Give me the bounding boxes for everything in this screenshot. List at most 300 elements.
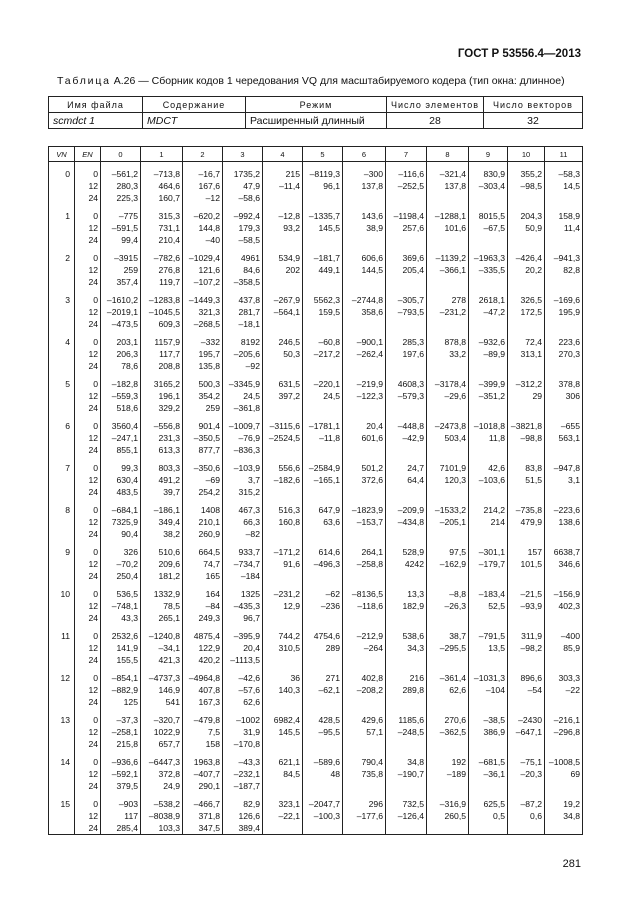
table-cell [545, 822, 583, 835]
table-cell [343, 822, 386, 835]
table-cell [386, 318, 427, 330]
vector-number-empty [49, 654, 75, 666]
table-cell: 315,2 [223, 486, 263, 498]
table-cell [545, 738, 583, 750]
table-cell [343, 696, 386, 708]
table-cell: –118,6 [343, 600, 386, 612]
table-cell: –219,9 [343, 372, 386, 390]
table-cell: 160,7 [141, 192, 183, 204]
element-number: 12 [75, 432, 101, 444]
table-row [49, 234, 583, 246]
table-cell: 534,9 [263, 246, 303, 264]
table-cell: –681,5 [469, 750, 508, 768]
table-row [49, 570, 583, 582]
table-cell: –122,3 [343, 390, 386, 402]
col-header: 4 [263, 147, 303, 162]
table-row [49, 666, 583, 684]
table-cell: 503,4 [427, 432, 469, 444]
table-cell: 491,2 [141, 474, 183, 486]
table-cell: –782,6 [141, 246, 183, 264]
table-cell: –748,1 [101, 600, 141, 612]
table-cell [545, 360, 583, 372]
table-cell: 379,5 [101, 780, 141, 792]
table-cell: 20,4 [223, 642, 263, 654]
table-cell: 437,8 [223, 288, 263, 306]
table-cell: 69 [545, 768, 583, 780]
table-cell: –169,6 [545, 288, 583, 306]
table-cell: –75,1 [508, 750, 545, 768]
table-cell [427, 276, 469, 288]
table-cell: –1449,3 [183, 288, 223, 306]
table-cell: 38,2 [141, 528, 183, 540]
table-cell: –734,7 [223, 558, 263, 570]
table-cell [303, 402, 343, 414]
table-cell: 510,6 [141, 540, 183, 558]
table-cell: 6982,4 [263, 708, 303, 726]
table-cell: –647,1 [508, 726, 545, 738]
table-cell: 38,9 [343, 222, 386, 234]
table-cell: 165 [183, 570, 223, 582]
table-cell [303, 780, 343, 792]
table-cell: –189 [427, 768, 469, 780]
table-cell [386, 486, 427, 498]
table-row [49, 180, 583, 192]
table-cell: –1610,2 [101, 288, 141, 306]
table-cell [263, 612, 303, 624]
table-cell: 803,3 [141, 456, 183, 474]
table-cell [263, 318, 303, 330]
table-cell: –60,8 [303, 330, 343, 348]
table-cell: –1240,8 [141, 624, 183, 642]
table-cell: –262,4 [343, 348, 386, 360]
page-number: 281 [562, 858, 581, 870]
table-cell: 6638,7 [545, 540, 583, 558]
table-cell [303, 318, 343, 330]
table-cell [545, 696, 583, 708]
table-cell: –126,4 [386, 810, 427, 822]
table-cell: 1185,6 [386, 708, 427, 726]
element-number: 24 [75, 360, 101, 372]
table-cell: –713,8 [141, 162, 183, 181]
table-cell: 310,5 [263, 642, 303, 654]
table-cell: 878,8 [427, 330, 469, 348]
vector-number-empty [49, 738, 75, 750]
table-row [49, 822, 583, 835]
table-cell: –1018,8 [469, 414, 508, 432]
table-cell: 1325 [223, 582, 263, 600]
table-cell: 8192 [223, 330, 263, 348]
table-cell: –1335,7 [303, 204, 343, 222]
table-cell: –11,4 [263, 180, 303, 192]
table-cell: 744,2 [263, 624, 303, 642]
table-cell [508, 234, 545, 246]
info-header-mode: Режим [246, 97, 387, 113]
vector-number-empty [49, 528, 75, 540]
table-cell [303, 192, 343, 204]
vector-number-empty [49, 474, 75, 486]
table-cell: –407,7 [183, 768, 223, 780]
table-cell: –1533,2 [427, 498, 469, 516]
table-cell [469, 570, 508, 582]
table-cell [343, 444, 386, 456]
vector-number: 14 [49, 750, 75, 768]
table-cell: 210,1 [183, 516, 223, 528]
table-cell: –321,4 [427, 162, 469, 181]
table-cell [545, 444, 583, 456]
element-number: 24 [75, 318, 101, 330]
table-cell: 250,4 [101, 570, 141, 582]
col-header: 11 [545, 147, 583, 162]
table-cell: –264 [343, 642, 386, 654]
table-cell: 78,5 [141, 600, 183, 612]
element-number: 12 [75, 684, 101, 696]
table-cell: 449,1 [303, 264, 343, 276]
table-cell: 0,6 [508, 810, 545, 822]
table-cell [508, 318, 545, 330]
table-cell [386, 360, 427, 372]
table-cell [427, 738, 469, 750]
table-cell: 1022,9 [141, 726, 183, 738]
table-cell: –684,1 [101, 498, 141, 516]
table-cell: 120,3 [427, 474, 469, 486]
table-cell: 167,3 [183, 696, 223, 708]
element-number: 24 [75, 654, 101, 666]
table-cell [303, 486, 343, 498]
table-cell: 315,3 [141, 204, 183, 222]
vector-number-empty [49, 516, 75, 528]
table-cell: 155,5 [101, 654, 141, 666]
table-cell: 196,1 [141, 390, 183, 402]
table-cell: 877,7 [183, 444, 223, 456]
table-row [49, 708, 583, 726]
table-cell: –223,6 [545, 498, 583, 516]
table-cell: –434,8 [386, 516, 427, 528]
vector-number-empty [49, 822, 75, 835]
table-cell: 281,7 [223, 306, 263, 318]
table-cell: 144,8 [183, 222, 223, 234]
table-cell: 119,7 [141, 276, 183, 288]
table-row [49, 696, 583, 708]
element-number: 0 [75, 582, 101, 600]
table-cell: –2473,8 [427, 414, 469, 432]
table-cell: –209,9 [386, 498, 427, 516]
table-cell [469, 654, 508, 666]
table-cell: –258,8 [343, 558, 386, 570]
table-cell: 4754,6 [303, 624, 343, 642]
table-cell: 84,5 [263, 768, 303, 780]
table-cell: –258,1 [101, 726, 141, 738]
table-cell [545, 528, 583, 540]
table-cell: –435,3 [223, 600, 263, 612]
table-cell: 42,6 [469, 456, 508, 474]
table-cell: 541 [141, 696, 183, 708]
table-cell: –87,2 [508, 792, 545, 810]
table-cell: 182,9 [386, 600, 427, 612]
element-number: 24 [75, 528, 101, 540]
table-cell [386, 234, 427, 246]
table-cell: 378,8 [545, 372, 583, 390]
table-cell: –358,5 [223, 276, 263, 288]
table-row [49, 498, 583, 516]
vector-number-empty [49, 486, 75, 498]
table-cell: –182,8 [101, 372, 141, 390]
table-cell [427, 318, 469, 330]
table-cell: –98,5 [508, 180, 545, 192]
table-row [49, 750, 583, 768]
table-cell: 896,6 [508, 666, 545, 684]
table-row [49, 444, 583, 456]
table-cell: –184 [223, 570, 263, 582]
table-cell: –205,6 [223, 348, 263, 360]
table-cell: 285,3 [386, 330, 427, 348]
vector-number: 10 [49, 582, 75, 600]
table-cell: 179,3 [223, 222, 263, 234]
table-row [49, 360, 583, 372]
vector-number: 6 [49, 414, 75, 432]
table-row [49, 162, 583, 181]
table-cell: 4608,3 [386, 372, 427, 390]
table-cell: 1963,8 [183, 750, 223, 768]
table-cell [263, 360, 303, 372]
table-cell: 407,8 [183, 684, 223, 696]
table-cell: –301,1 [469, 540, 508, 558]
table-cell [263, 696, 303, 708]
table-row [49, 540, 583, 558]
table-cell: 1157,9 [141, 330, 183, 348]
table-cell: –170,8 [223, 738, 263, 750]
table-cell: 5562,3 [303, 288, 343, 306]
table-cell: –220,1 [303, 372, 343, 390]
vector-number-empty [49, 402, 75, 414]
table-cell: –556,8 [141, 414, 183, 432]
table-cell: 270,6 [427, 708, 469, 726]
table-cell: –300 [343, 162, 386, 181]
table-cell: –76,9 [223, 432, 263, 444]
table-cell [303, 360, 343, 372]
table-cell: –775 [101, 204, 141, 222]
table-cell: –295,5 [427, 642, 469, 654]
table-row [49, 306, 583, 318]
element-number: 0 [75, 708, 101, 726]
table-cell [263, 822, 303, 835]
table-cell: –351,2 [469, 390, 508, 402]
col-header: 6 [343, 147, 386, 162]
vector-number-empty [49, 558, 75, 570]
table-cell: –793,5 [386, 306, 427, 318]
element-number: 24 [75, 780, 101, 792]
col-header: 8 [427, 147, 469, 162]
vector-number-empty [49, 348, 75, 360]
vector-number-empty [49, 264, 75, 276]
table-cell: –8,8 [427, 582, 469, 600]
col-header: 7 [386, 147, 427, 162]
table-cell: –305,7 [386, 288, 427, 306]
table-cell: 33,2 [427, 348, 469, 360]
table-cell: –20,3 [508, 768, 545, 780]
table-cell: 4242 [386, 558, 427, 570]
table-cell [386, 738, 427, 750]
table-cell: –936,6 [101, 750, 141, 768]
table-cell: –248,5 [386, 726, 427, 738]
table-cell: 901,4 [183, 414, 223, 432]
table-cell: –312,2 [508, 372, 545, 390]
table-cell: –2047,7 [303, 792, 343, 810]
table-cell: –8038,9 [141, 810, 183, 822]
table-cell: –1002 [223, 708, 263, 726]
table-cell: 257,6 [386, 222, 427, 234]
table-cell: 31,9 [223, 726, 263, 738]
vector-number-empty [49, 810, 75, 822]
table-cell: 24,7 [386, 456, 427, 474]
table-cell [545, 234, 583, 246]
table-row [49, 780, 583, 792]
table-cell: –362,5 [427, 726, 469, 738]
element-number: 24 [75, 570, 101, 582]
table-cell: 101,5 [508, 558, 545, 570]
info-header-elements: Число элементов [387, 97, 484, 113]
vector-number: 12 [49, 666, 75, 684]
table-cell: 1408 [183, 498, 223, 516]
table-cell: 625,5 [469, 792, 508, 810]
table-cell: 271 [303, 666, 343, 684]
table-cell: 20,4 [343, 414, 386, 432]
table-cell: –43,3 [223, 750, 263, 768]
table-cell: –93,9 [508, 600, 545, 612]
table-cell: 606,6 [343, 246, 386, 264]
table-cell [263, 780, 303, 792]
table-row [49, 222, 583, 234]
element-number: 12 [75, 264, 101, 276]
table-cell [469, 360, 508, 372]
table-row [49, 456, 583, 474]
table-cell: 13,3 [386, 582, 427, 600]
table-cell: –4737,3 [141, 666, 183, 684]
table-cell: 117,7 [141, 348, 183, 360]
table-cell: 2532,6 [101, 624, 141, 642]
element-number: 12 [75, 558, 101, 570]
table-cell: 206,3 [101, 348, 141, 360]
table-cell: 85,9 [545, 642, 583, 654]
element-number: 12 [75, 726, 101, 738]
table-cell: –496,3 [303, 558, 343, 570]
table-cell: –247,1 [101, 432, 141, 444]
table-cell [343, 318, 386, 330]
table-cell: –58,6 [223, 192, 263, 204]
table-cell: –58,3 [545, 162, 583, 181]
table-cell: 347,5 [183, 822, 223, 835]
table-cell: 311,9 [508, 624, 545, 642]
table-row [49, 474, 583, 486]
table-cell: –2524,5 [263, 432, 303, 444]
table-cell: 34,8 [545, 810, 583, 822]
table-cell [545, 654, 583, 666]
table-cell: –67,5 [469, 222, 508, 234]
table-cell: 630,4 [101, 474, 141, 486]
info-mode: Расширенный длинный [246, 113, 387, 129]
table-cell: –3178,4 [427, 372, 469, 390]
table-cell: 657,7 [141, 738, 183, 750]
table-cell: 82,9 [223, 792, 263, 810]
table-cell: –395,9 [223, 624, 263, 642]
table-cell: 11,8 [469, 432, 508, 444]
table-cell [343, 360, 386, 372]
table-cell: 96,7 [223, 612, 263, 624]
table-cell: –735,8 [508, 498, 545, 516]
table-cell [263, 234, 303, 246]
table-cell: –1823,9 [343, 498, 386, 516]
table-cell: –103,6 [469, 474, 508, 486]
table-row [49, 600, 583, 612]
table-cell: –98,2 [508, 642, 545, 654]
vector-number-empty [49, 222, 75, 234]
table-cell: –70,2 [101, 558, 141, 570]
table-cell: –559,3 [101, 390, 141, 402]
table-row [49, 348, 583, 360]
table-cell [263, 528, 303, 540]
table-cell: 39,7 [141, 486, 183, 498]
element-number: 12 [75, 642, 101, 654]
standard-number: ГОСТ Р 53556.4—2013 [457, 48, 581, 60]
table-cell: –29,6 [427, 390, 469, 402]
table-cell: 78,6 [101, 360, 141, 372]
table-cell: –561,2 [101, 162, 141, 181]
table-cell [386, 570, 427, 582]
element-number: 0 [75, 624, 101, 642]
vector-number: 5 [49, 372, 75, 390]
vector-number-empty [49, 234, 75, 246]
table-cell: 631,5 [263, 372, 303, 390]
table-cell: –98,8 [508, 432, 545, 444]
element-number: 12 [75, 474, 101, 486]
table-cell: –82 [223, 528, 263, 540]
table-cell: 140,3 [263, 684, 303, 696]
table-cell: –1009,7 [223, 414, 263, 432]
table-cell [508, 486, 545, 498]
table-cell: 467,3 [223, 498, 263, 516]
table-cell: 225,3 [101, 192, 141, 204]
table-cell: 260,5 [427, 810, 469, 822]
table-cell: –941,3 [545, 246, 583, 264]
vector-number: 11 [49, 624, 75, 642]
table-cell [386, 696, 427, 708]
table-cell: –216,1 [545, 708, 583, 726]
table-cell: 501,2 [343, 456, 386, 474]
table-cell [545, 318, 583, 330]
table-cell: –54 [508, 684, 545, 696]
table-cell [263, 276, 303, 288]
table-cell: –473,5 [101, 318, 141, 330]
element-number: 24 [75, 444, 101, 456]
vector-number: 7 [49, 456, 75, 474]
table-cell: –8136,5 [343, 582, 386, 600]
table-cell: –1198,4 [386, 204, 427, 222]
table-cell [545, 570, 583, 582]
table-cell: 36 [263, 666, 303, 684]
table-cell: –589,6 [303, 750, 343, 768]
table-cell [263, 402, 303, 414]
table-cell: –579,3 [386, 390, 427, 402]
table-cell: 13,5 [469, 642, 508, 654]
element-number: 24 [75, 276, 101, 288]
element-number: 0 [75, 498, 101, 516]
table-cell: 50,9 [508, 222, 545, 234]
table-cell: 62,6 [427, 684, 469, 696]
table-cell [508, 780, 545, 792]
table-cell [427, 696, 469, 708]
table-cell [263, 738, 303, 750]
vector-number-empty [49, 360, 75, 372]
table-cell: –57,6 [223, 684, 263, 696]
